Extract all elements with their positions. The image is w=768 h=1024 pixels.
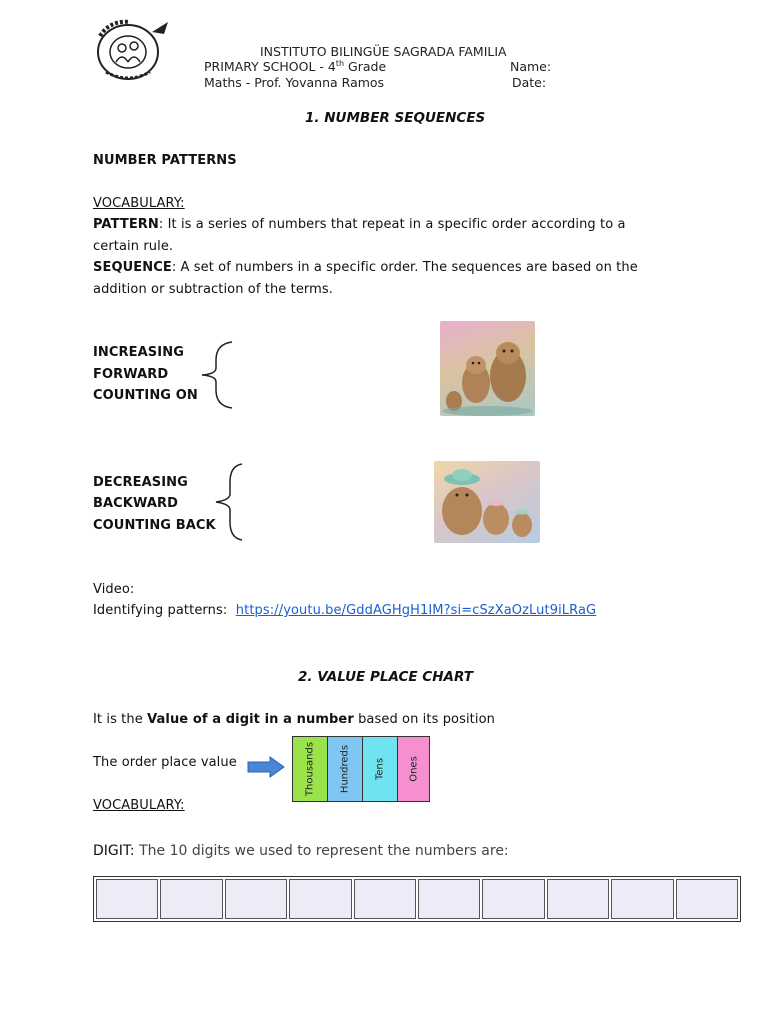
digit-cell[interactable] [482,879,544,919]
counting-back-label: COUNTING BACK [93,518,216,533]
school-logo [90,14,172,84]
video-label: Video: [93,582,135,597]
counting-on-label: COUNTING ON [93,388,198,403]
vocabulary-heading: VOCABULARY: [93,196,185,211]
digit-cell[interactable] [160,879,222,919]
section2-title: 2. VALUE PLACE CHART [298,669,473,685]
place-value-tens: Tens [362,736,398,802]
date-label: Date: [512,75,547,90]
grade-line: PRIMARY SCHOOL - 4th Grade [204,59,387,75]
digit-cell[interactable] [225,879,287,919]
pattern-definition: PATTERN: It is a series of numbers that repeat in a specific order according to a [93,217,626,232]
brace-increasing-icon [198,340,238,410]
capybaras-image-increasing [440,321,535,416]
place-value-hundreds: Hundreds [327,736,363,802]
order-place-value-label: The order place value [93,755,237,770]
arrow-right-icon [246,756,286,778]
place-value-thousands: Thousands [292,736,328,802]
decreasing-label: DECREASING [93,475,188,490]
digit-cell[interactable] [611,879,673,919]
sequence-definition-cont: addition or subtraction of the terms. [93,282,334,297]
sequence-definition: SEQUENCE: A set of numbers in a specific order. The sequences are based on the [93,260,638,275]
forward-label: FORWARD [93,367,169,382]
table-row [96,879,738,919]
digit-cell[interactable] [676,879,738,919]
digit-definition: DIGIT: The 10 digits we used to represent the numbers are: [93,843,509,859]
digits-table [93,876,741,922]
digit-cell[interactable] [354,879,416,919]
increasing-label: INCREASING [93,345,184,360]
pattern-definition-cont: certain rule. [93,239,174,254]
school-name: INSTITUTO BILINGÜE SAGRADA FAMILIA [260,44,507,59]
section1-title: 1. NUMBER SEQUENCES [305,110,486,126]
subject-line: Maths - Prof. Yovanna Ramos [204,75,385,90]
video-line: Identifying patterns: https://youtu.be/GddAGHgH1IM?si=cSzXaOzLut9iLRaG [93,603,597,618]
digit-cell[interactable] [96,879,158,919]
digit-cell[interactable] [547,879,609,919]
video-link[interactable]: https://youtu.be/GddAGHgH1IM?si=cSzXaOzLut9iLRaG [235,603,597,618]
digit-cell[interactable] [289,879,351,919]
brace-decreasing-icon [212,462,252,542]
capybaras-image-decreasing [434,461,540,543]
backward-label: BACKWARD [93,496,179,511]
vocabulary-heading-2: VOCABULARY: [93,798,185,813]
place-value-definition: It is the Value of a digit in a number based on its position [93,712,495,727]
number-patterns-heading: NUMBER PATTERNS [93,153,237,168]
name-label: Name: [510,59,552,74]
place-value-ones: Ones [397,736,430,802]
digit-cell[interactable] [418,879,480,919]
